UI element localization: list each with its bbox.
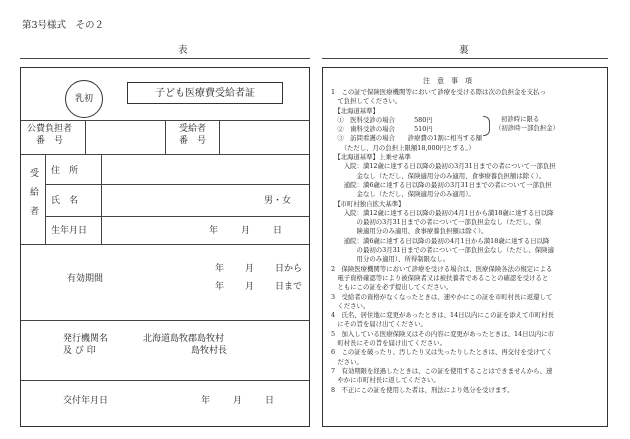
issue-year: 年 bbox=[201, 396, 211, 406]
note-line: 険適用分のみ適用、食事療養負担額は除く）。 bbox=[331, 227, 488, 236]
front-heading: 表 bbox=[178, 45, 188, 56]
note-line: 3 受給者の資格がなくなったときは、速やかにこの証を市町村長に返還して bbox=[331, 292, 553, 301]
note-line: の最初の3月31日までの者について一部負担金なし（ただし、保 bbox=[331, 218, 542, 227]
birth-month: 月 bbox=[241, 226, 251, 236]
note-line: 8 不正にこの証を使用した者は、刑法により処分を受けます。 bbox=[331, 385, 514, 394]
note-line: ともにこの証を必ず提出してください。 bbox=[331, 283, 453, 292]
note-line: やかに市町村長に返してください。 bbox=[331, 376, 440, 385]
note-line: て負担してください。 bbox=[331, 97, 402, 106]
issue-day: 日 bbox=[265, 396, 275, 406]
note-line: にその旨を届け出てください。 bbox=[331, 320, 427, 329]
note-line: 入院：満12歳に達する日以降の最初の4月1日から満18歳に達する日以降 bbox=[331, 208, 554, 217]
back-heading-rule bbox=[322, 58, 608, 59]
note-line: 入院：満12歳に達する日以降の最初の3月31日までの者について一部負担 bbox=[331, 162, 556, 171]
validity-to-month: 月 bbox=[245, 282, 255, 292]
card-title-box bbox=[127, 82, 283, 104]
note-line: 用分のみ適用）、所得制限なし。 bbox=[331, 255, 450, 264]
note-line: 1 この証で保険医療機関等において診療を受ける際は次の負担金を支払っ bbox=[331, 88, 546, 96]
note-line: ① 医科受診の場合 580円 bbox=[331, 115, 433, 124]
brace-note-1: 初診時に限る bbox=[501, 115, 540, 123]
address-label: 住 所 bbox=[51, 166, 79, 176]
validity-from: 日から bbox=[275, 264, 303, 274]
note-line: ください。 bbox=[331, 301, 370, 310]
form-id: 第3号様式 その２ bbox=[22, 20, 105, 31]
front-heading-rule bbox=[20, 58, 310, 59]
note-line: 7 有効期限を経過したときは、この証を使用することはできませんから、速 bbox=[331, 366, 553, 375]
notes-title: 注 意 事 項 bbox=[423, 77, 472, 85]
note-line: 金なし（ただし、保険適用分のみ適用、食事療養負担額は除く）。 bbox=[331, 171, 546, 180]
front-card bbox=[20, 67, 310, 427]
payer-label-2: 番 号 bbox=[36, 136, 64, 146]
note-line: ② 歯科受診の場合 510円 bbox=[331, 125, 433, 134]
issuer-label-2: 及 び 印 bbox=[63, 346, 96, 356]
name-label: 氏 名 bbox=[51, 196, 79, 206]
card-title: 子ども医療費受給者証 bbox=[155, 87, 255, 99]
birth-day: 日 bbox=[273, 226, 283, 236]
note-line: 5 加入している医療保険又はその内容に変更があったときは、14日以内に市 bbox=[331, 329, 555, 338]
nyusho-seal bbox=[65, 80, 103, 118]
issuer-name: 北海道島牧郡島牧村 bbox=[143, 334, 225, 344]
note-line: 【市町村独自拡大基準】 bbox=[331, 199, 405, 208]
note-line: 6 この証を破ったり、汚したり又は失ったりしたときは、再交付を受けてく bbox=[331, 348, 553, 357]
note-line: の最初の3月31日までの者について一部負担金なし（ただし、保険適 bbox=[331, 246, 554, 255]
recipient-group-label: 受給者 bbox=[28, 168, 38, 225]
validity-from-year: 年 bbox=[215, 264, 225, 274]
note-line: 2 保険医療機関等において診療を受ける場合は、医療保険各法の規定による bbox=[331, 264, 553, 273]
gender-label: 男・女 bbox=[264, 196, 292, 206]
recipient-no-label-1: 受給者 bbox=[179, 124, 207, 134]
note-line: 4 氏名、居住地に変更があったときは、14日以内にこの証を添えて市町村長 bbox=[331, 311, 555, 320]
birth-label: 生年月日 bbox=[51, 226, 88, 236]
note-line: 金なし（ただし、保険適用分のみ適用）。 bbox=[331, 190, 475, 199]
validity-to-year: 年 bbox=[215, 282, 225, 292]
note-line: （ただし、月の負担上限額18,000円とする。） bbox=[331, 143, 475, 152]
brace-mark bbox=[483, 116, 490, 136]
issue-month: 月 bbox=[233, 396, 243, 406]
birth-year: 年 bbox=[209, 226, 219, 236]
payer-label-1: 公費負担者 bbox=[27, 124, 73, 134]
notes-list bbox=[331, 88, 556, 395]
validity-until: 日まで bbox=[275, 282, 303, 292]
validity-from-month: 月 bbox=[245, 264, 255, 274]
note-line: 通院：満6歳に達する日以降の最初の3月31日までの者について一部負担 bbox=[331, 180, 552, 189]
back-heading: 裏 bbox=[459, 45, 469, 56]
recipient-no-label-2: 番 号 bbox=[179, 136, 207, 146]
note-line: ③ 訪問看護の場合 診療費の1割に相当する額 bbox=[331, 134, 483, 143]
note-line: 通院：満6歳に達する日以降の最初の4月1日から満18歳に達する日以降 bbox=[331, 236, 550, 245]
issue-date-label: 交付年月日 bbox=[63, 396, 109, 406]
back-card bbox=[322, 67, 608, 427]
note-line: 【北海道基準】上乗せ基準 bbox=[331, 153, 411, 162]
brace-note-2: （初診時一部負担金） bbox=[495, 124, 559, 132]
note-line: 町村長にその旨を届け出てください。 bbox=[331, 339, 447, 348]
note-line: ださい。 bbox=[331, 357, 363, 366]
issuer-mayor: 島牧村長 bbox=[191, 346, 228, 356]
validity-label: 有効期間 bbox=[67, 274, 104, 284]
issuer-label-1: 発行機関名 bbox=[63, 334, 109, 344]
seal-label: 乳初 bbox=[74, 93, 93, 104]
note-line: 電子資格確認等により被保険者又は被扶養者であることの確認を受けると bbox=[331, 273, 549, 282]
note-line: 【北海道基準】 bbox=[331, 106, 379, 115]
